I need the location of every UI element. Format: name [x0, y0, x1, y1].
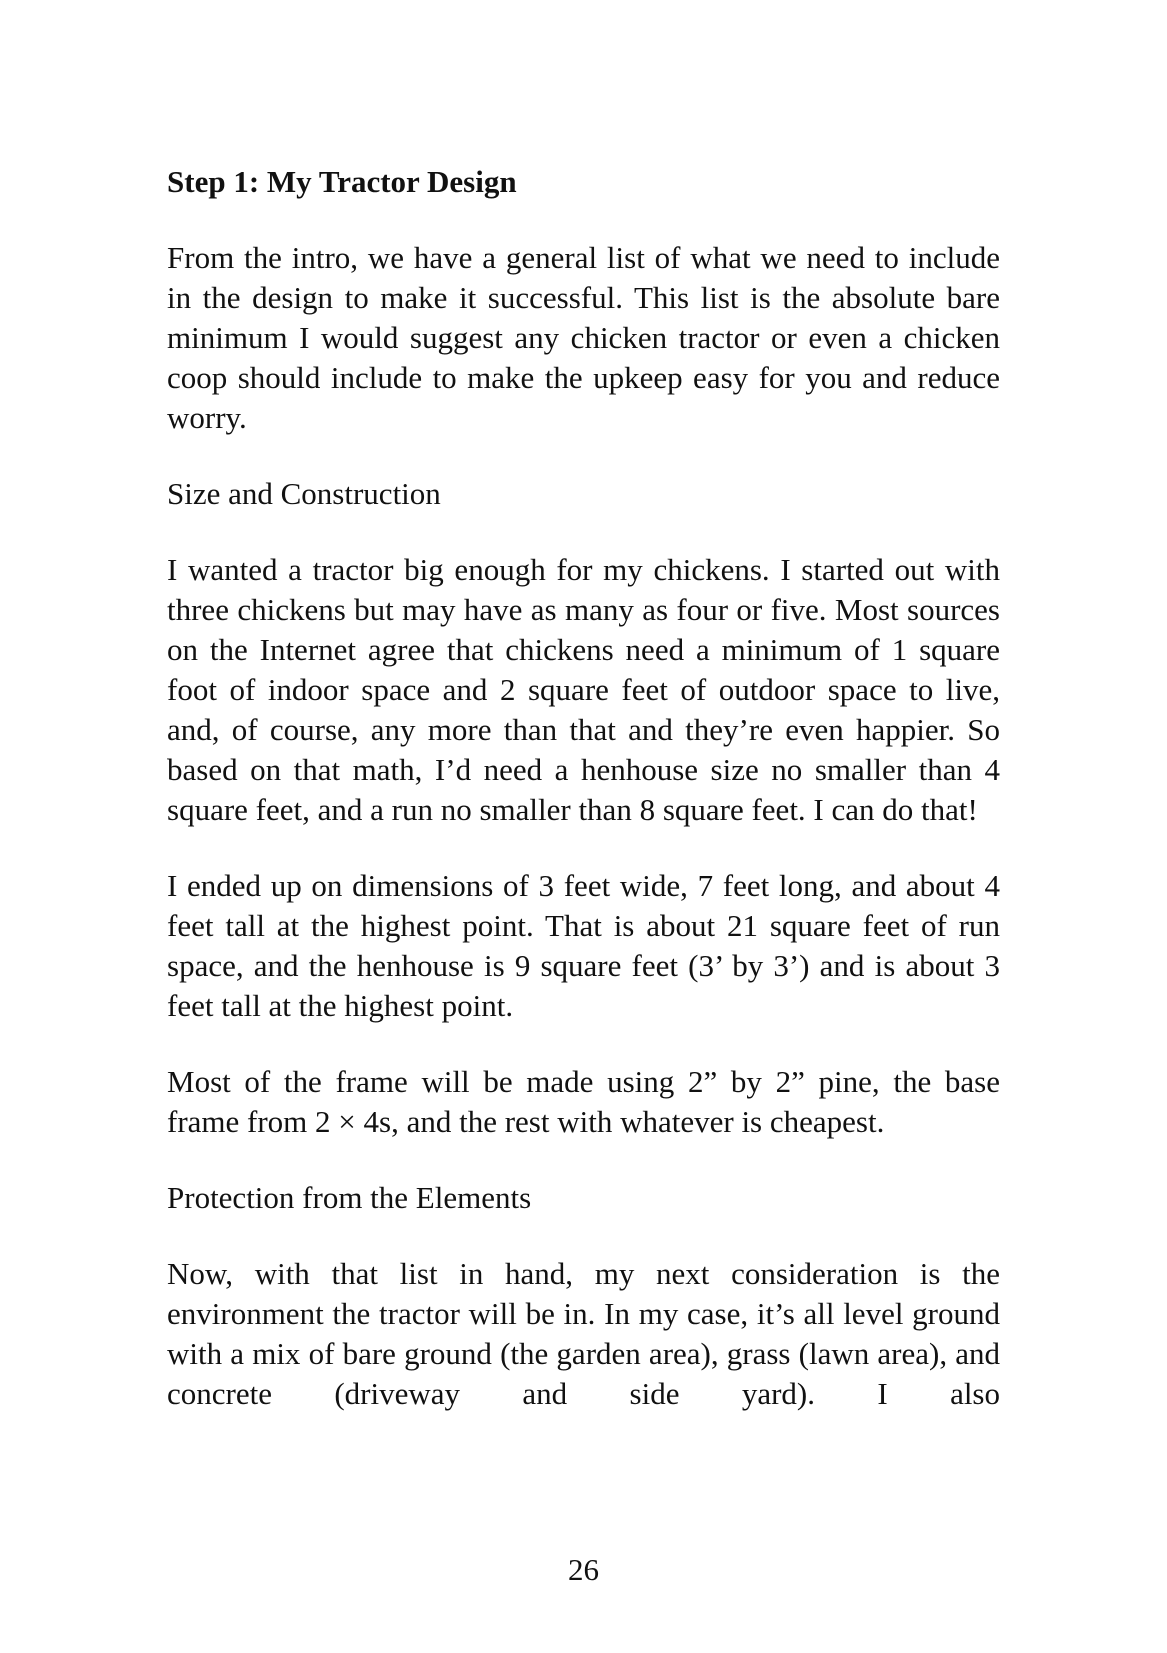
- intro-paragraph: From the intro, we have a general list of what we need to include in the design to make it successful. This list is the absolute bare minimum I would suggest any chicken tractor or even a chicken coop should include to make the upkeep easy for you and reduce worry.: [167, 240, 1000, 435]
- size-construction-subheading: Size and Construction: [167, 476, 441, 511]
- page-number: 26: [568, 1552, 599, 1587]
- protection-paragraph-1: Now, with that list in hand, my next consideration is the environment the tractor will be in. In my case, it’s all level ground with a mix of bare ground (the garden area), grass (lawn area), and concrete (driveway and side yard). I also: [167, 1256, 1000, 1411]
- size-paragraph-1: I wanted a tractor big enough for my chickens. I started out with three chickens but may have as many as four or five. Most sources on the Internet agree that chickens need a minimum of 1 square foot of indoor space and 2 square feet of outdoor space to live, and, of course, any more than that and they’re even happier. So based on that math, I’d need a henhouse size no smaller than 4 square feet, and a run no smaller than 8 square feet. I can do that!: [167, 552, 1000, 827]
- page-content: [167, 162, 1000, 1450]
- size-paragraph-3: Most of the frame will be made using 2” by 2” pine, the base frame from 2 × 4s, and the rest with whatever is cheapest.: [167, 1064, 1000, 1139]
- section-heading: Step 1: My Tractor Design: [167, 164, 517, 199]
- size-paragraph-2: I ended up on dimensions of 3 feet wide, 7 feet long, and about 4 feet tall at the highest point. That is about 21 square feet of run space, and the henhouse is 9 square feet (3’ by 3’) and is about 3 feet tall at the highest point.: [167, 868, 1000, 1023]
- protection-subheading: Protection from the Elements: [167, 1180, 532, 1215]
